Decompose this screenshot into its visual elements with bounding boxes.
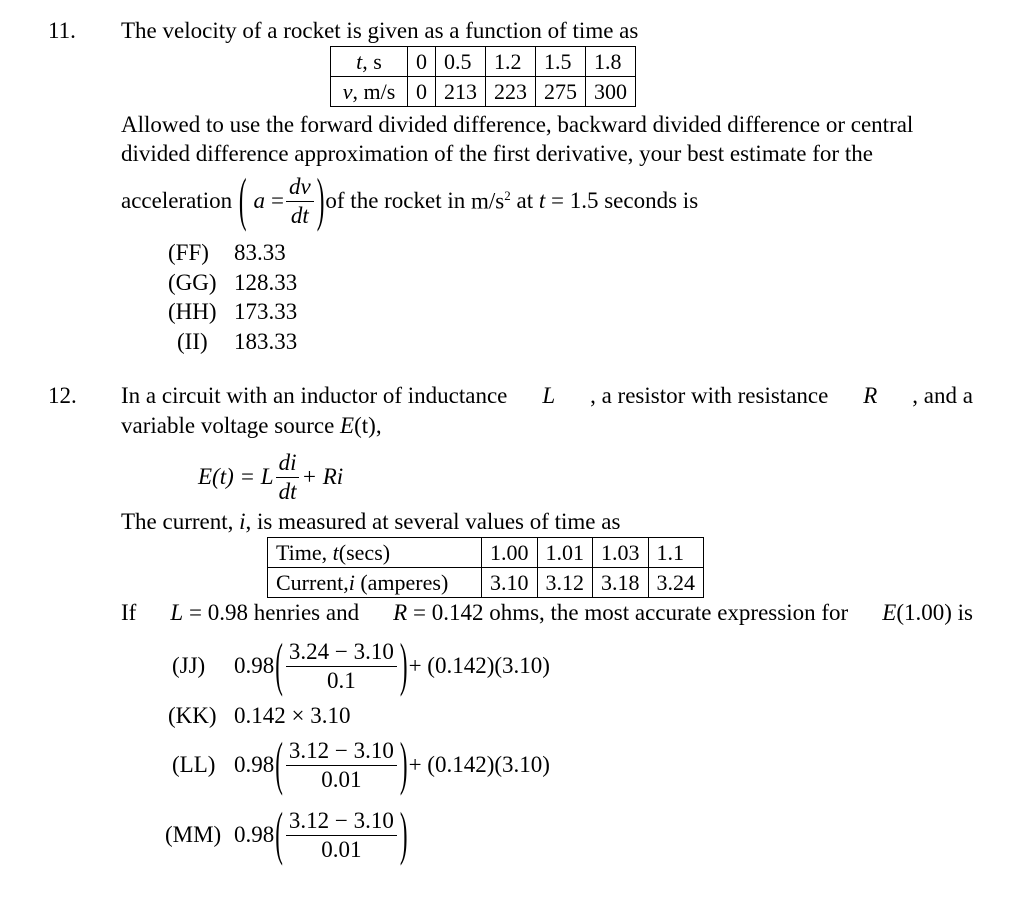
dv-dt-fraction	[286, 173, 314, 230]
table-row	[331, 47, 636, 77]
q11-number: 11.	[48, 18, 76, 43]
table-cell: 3.24	[648, 568, 704, 598]
table-cell: 275	[536, 77, 586, 107]
table-row-label: t, s	[331, 47, 408, 77]
q11-options	[168, 238, 297, 356]
table-cell: 0	[408, 77, 436, 107]
table-cell: 0.5	[436, 47, 486, 77]
q12-given: If L = 0.98 henries and R = 0.142 ohms, the most accurate expression for E(1.00) is	[121, 600, 973, 625]
table-row-label: Current,i (amperes)	[268, 568, 482, 598]
q11-text-line1: Allowed to use the forward divided difference, backward divided difference or central	[121, 112, 914, 137]
acc-units: $m/s^2$	[471, 187, 511, 214]
table-cell: 223	[486, 77, 536, 107]
q12-current-text: The current, i, is measured at several values of time as	[121, 509, 621, 534]
table-cell: 1.2	[486, 47, 536, 77]
option-kk[interactable]: (KK) 0.142 × 3.10	[168, 703, 351, 728]
acc-word: acceleration	[121, 188, 233, 213]
table-cell: 1.03	[593, 538, 649, 568]
table-cell: 0	[408, 47, 436, 77]
table-row-label: Time, t(secs)	[268, 538, 482, 568]
table-cell: 1.8	[586, 47, 636, 77]
option-hh[interactable]: (HH) 173.33	[168, 299, 298, 324]
table-row	[268, 568, 704, 598]
acc-after: of the rocket in	[325, 188, 466, 213]
left-paren: (	[238, 167, 247, 233]
right-paren: )	[316, 167, 325, 233]
option-ll[interactable]: (LL) 0.98 ( $\frac{3.12 - 3.10}{0.01}$ ) + (0.142)(3.10)	[172, 731, 550, 797]
option-gg[interactable]: (GG) 128.33	[168, 269, 298, 295]
fraction-numerator: 3.12 − 3.10	[286, 737, 397, 766]
fraction-denominator: 0.01	[321, 766, 362, 792]
table-cell: 1.1	[648, 538, 704, 568]
q12-line2: variable voltage source E(t),	[121, 413, 382, 438]
fraction-denominator: 0.01	[321, 836, 362, 862]
q12-equation: E(t) = L $\frac{di}{dt}$ + Ri	[198, 449, 344, 504]
acc-eq: =	[271, 188, 284, 213]
q11-text-line2: divided difference approximation of the first derivative, your best estimate for the	[121, 141, 873, 166]
acc-at: at	[516, 188, 534, 213]
table-cell: 3.18	[593, 568, 649, 598]
option-jj[interactable]: (JJ) 0.98 ( $\frac{3.24 - 3.10}{0.1}$ ) + (0.142)(3.10)	[172, 632, 550, 698]
velocity-table	[330, 46, 636, 107]
option-mm[interactable]: (MM) 0.98 ( $\frac{3.12 - 3.10}{0.01}$ )	[165, 801, 408, 867]
q12-number: 12.	[48, 383, 77, 408]
table-row	[268, 538, 704, 568]
table-cell: 3.12	[537, 568, 593, 598]
fraction-numerator: dv	[286, 173, 314, 202]
table-cell: 213	[436, 77, 486, 107]
fraction-denominator: dt	[278, 478, 297, 504]
fraction-numerator: 3.24 − 3.10	[286, 638, 397, 667]
current-table	[267, 537, 704, 598]
table-row	[331, 77, 636, 107]
table-row-label: v, m/s	[331, 77, 408, 107]
di-dt-fraction	[276, 449, 300, 506]
q11-acceleration-line	[121, 167, 699, 233]
fraction-denominator: dt	[290, 202, 309, 228]
table-cell: 300	[586, 77, 636, 107]
table-cell: 1.5	[536, 47, 586, 77]
table-cell: 1.00	[482, 538, 538, 568]
fraction-denominator: 0.1	[327, 667, 356, 693]
fraction-numerator: 3.12 − 3.10	[286, 807, 397, 836]
acc-tval: = 1.5	[551, 188, 599, 213]
q11-intro: The velocity of a rocket is given as a function of time as	[121, 18, 639, 43]
q12-line1: In a circuit with an inductor of inductance L , a resistor with resistance R , and a	[121, 383, 973, 408]
acc-var: a	[253, 188, 266, 213]
option-ff[interactable]: (FF) 83.33	[168, 240, 286, 265]
table-cell: 1.01	[537, 538, 593, 568]
acc-seconds: seconds is	[604, 188, 699, 213]
table-cell: 3.10	[482, 568, 538, 598]
option-ii[interactable]: (II) 183.33	[177, 328, 298, 354]
fraction-numerator: di	[276, 449, 300, 478]
acc-t: t	[538, 188, 546, 213]
